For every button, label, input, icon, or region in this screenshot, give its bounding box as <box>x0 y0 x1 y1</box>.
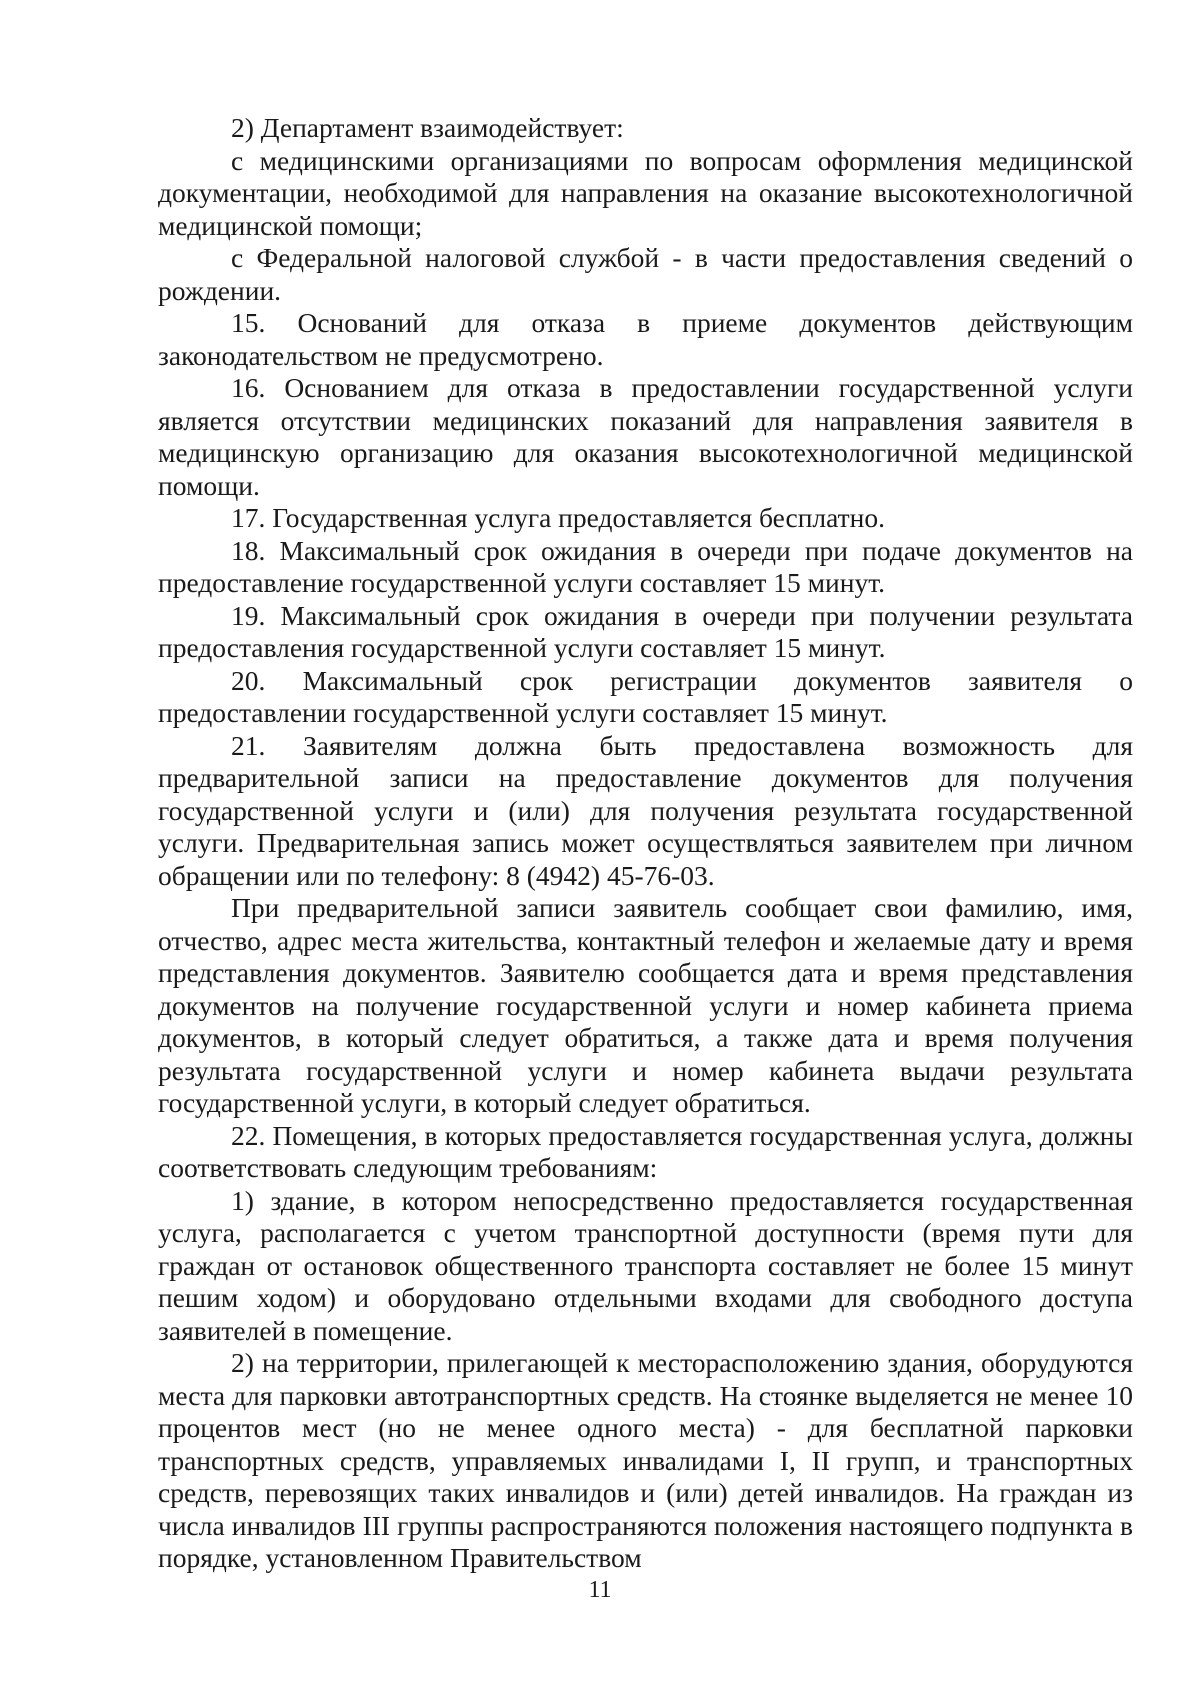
paragraph-medical-organizations: с медицинскими организациями по вопросам оформления медицинской документации, необходимой для направления на оказание высокотехнологичной медицинской помощи; <box>158 144 1133 241</box>
paragraph-item-19: 19. Максимальный срок ожидания в очереди при получении результата предоставления государственной услуги составляет 15 минут. <box>158 599 1133 663</box>
page-number: 11 <box>588 1577 612 1603</box>
paragraph-item-18: 18. Максимальный срок ожидания в очереди при подаче документов на предоставление государственной услуги составляет 15 минут. <box>158 534 1133 598</box>
paragraph-item-22: 22. Помещения, в которых предоставляется государственная услуга, должны соответствовать следующим требованиям: <box>158 1119 1133 1183</box>
paragraph-item-16: 16. Основанием для отказа в предоставлении государственной услуги является отсутствии медицинских показаний для направления заявителя в медицинскую организацию для оказания высокотехнологичной медицинской помощи. <box>158 372 1133 501</box>
document-body <box>158 112 1133 1575</box>
paragraph-item-17: 17. Государственная услуга предоставляется бесплатно. <box>231 502 885 533</box>
paragraph-tax-service: с Федеральной налоговой службой - в части предоставления сведений о рождении. <box>158 242 1133 306</box>
paragraph-department-interacts: 2) Департамент взаимодействует: <box>231 112 624 143</box>
paragraph-item-15: 15. Оснований для отказа в приеме документов действующим законодательством не предусмотрено. <box>158 307 1133 371</box>
paragraph-parking-requirements: 2) на территории, прилегающей к месторасположению здания, оборудуются места для парковки автотранспортных средств. На стоянке выделяется не менее 10 процентов мест (но не менее одного места) - для бесплатной парковки транспортных средств, управляемых инвалидами I, II групп, и транспортных средств, перевозящих таких инвалидов и (или) детей инвалидов. На граждан из числа инвалидов III группы распространяются положения настоящего подпункта в порядке, установленном Правительством <box>158 1347 1133 1573</box>
paragraph-item-20: 20. Максимальный срок регистрации документов заявителя о предоставлении государственной услуги составляет 15 минут. <box>158 664 1133 728</box>
paragraph-building-requirements: 1) здание, в котором непосредственно предоставляется государственная услуга, располагается с учетом транспортной доступности (время пути для граждан от остановок общественного транспорта составляет не более 15 минут пешим ходом) и оборудовано отдельными входами для свободного доступа заявителей в помещение. <box>158 1184 1133 1346</box>
paragraph-pre-registration: При предварительной записи заявитель сообщает свои фамилию, имя, отчество, адрес места жительства, контактный телефон и желаемые дату и время представления документов. Заявителю сообщается дата и время представления документов на получение государственной услуги и номер кабинета приема документов, в который следует обратиться, а также дата и время получения результата государственной услуги и номер кабинета выдачи результата государственной услуги, в который следует обратиться. <box>158 892 1133 1118</box>
paragraph-item-21: 21. Заявителям должна быть предоставлена возможность для предварительной записи на предоставление документов для получения государственной услуги и (или) для получения результата государственной услуги. Предварительная запись может осуществляться заявителем при личном обращении или по телефону: 8 (4942) 45-76-03. <box>158 729 1133 891</box>
